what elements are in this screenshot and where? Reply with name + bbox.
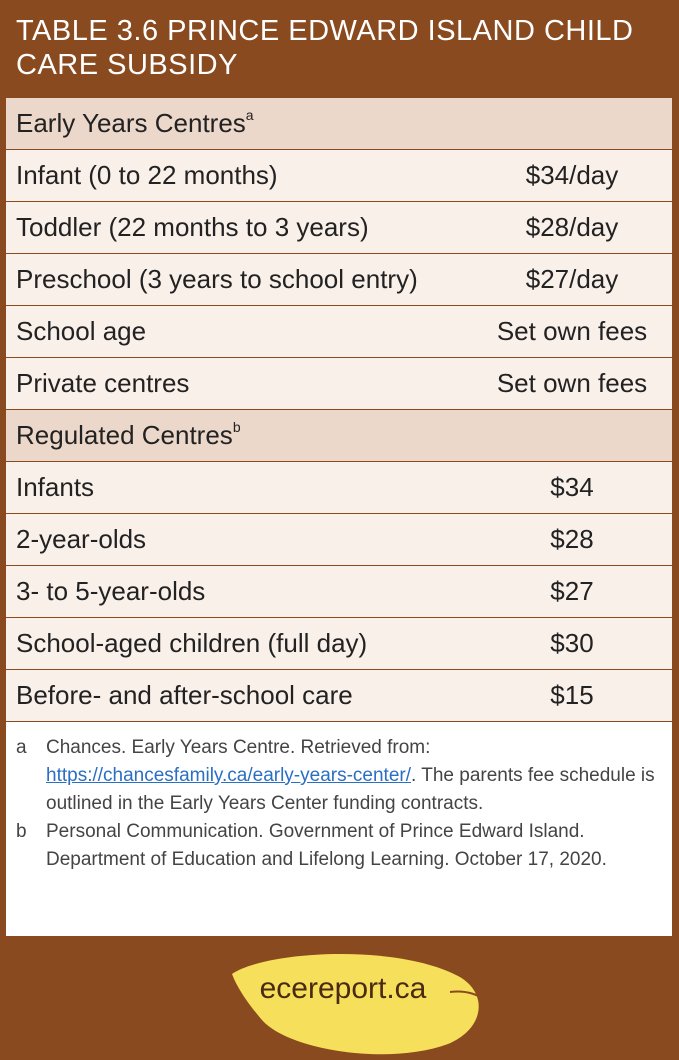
row-value: $27/day: [472, 254, 672, 306]
row-value: Set own fees: [472, 306, 672, 358]
row-label: School age: [6, 306, 472, 358]
row-value: $28: [472, 514, 672, 566]
row-label: School-aged children (full day): [6, 618, 472, 670]
table-row: [6, 618, 672, 670]
row-label: Infant (0 to 22 months): [6, 150, 472, 202]
table-row: [6, 254, 672, 306]
section-heading: Regulated Centres: [16, 420, 233, 450]
chances-link[interactable]: https://chancesfamily.ca/early-years-center/: [46, 765, 412, 786]
table-row: [6, 566, 672, 618]
row-value: $34: [472, 462, 672, 514]
footnote-text-start: Chances. Early Years Centre. Retrieved from:: [46, 737, 431, 758]
table-row: [6, 670, 672, 722]
footnote-marker: a: [16, 737, 27, 758]
row-value: $15: [472, 670, 672, 722]
subsidy-table: [6, 98, 672, 722]
footnote-b: [16, 818, 656, 874]
footnote-text: Personal Communication. Government of Prince Edward Island. Department of Education and Lifelong Learning. October 17, 2020.: [46, 821, 607, 870]
footnote-text-end: . The parents fee schedule is outlined in the Early Years Center funding contracts.: [46, 765, 655, 814]
row-label: Infants: [6, 462, 472, 514]
footnotes: [6, 722, 672, 874]
row-label: Toddler (22 months to 3 years): [6, 202, 472, 254]
footnote-a: [16, 734, 656, 818]
row-value: $27: [472, 566, 672, 618]
row-label: 2-year-olds: [6, 514, 472, 566]
row-label: Before- and after-school care: [6, 670, 472, 722]
footnote-marker: b: [232, 419, 241, 436]
footnote-marker: a: [245, 107, 254, 124]
section-header-row: [6, 98, 672, 150]
row-label: Preschool (3 years to school entry): [6, 254, 472, 306]
table-row: [6, 202, 672, 254]
table-row: [6, 150, 672, 202]
row-value: $34/day: [472, 150, 672, 202]
table-row: [6, 462, 672, 514]
section-header-row: [6, 410, 672, 462]
row-value: Set own fees: [472, 358, 672, 410]
row-label: 3- to 5-year-olds: [6, 566, 472, 618]
site-logo-text[interactable]: ecereport.ca: [259, 972, 427, 1005]
footnote-text: [46, 734, 656, 818]
table-row: [6, 306, 672, 358]
subsidy-table-panel: [6, 98, 672, 936]
table-title: TABLE 3.6 PRINCE EDWARD ISLAND CHILD CARE SUBSIDY: [16, 15, 634, 81]
row-label: Private centres: [6, 358, 472, 410]
footnote-marker: b: [16, 821, 27, 842]
section-heading: Early Years Centres: [16, 108, 246, 138]
row-value: $28/day: [472, 202, 672, 254]
row-value: $30: [472, 618, 672, 670]
table-row: [6, 514, 672, 566]
table-row: [6, 358, 672, 410]
